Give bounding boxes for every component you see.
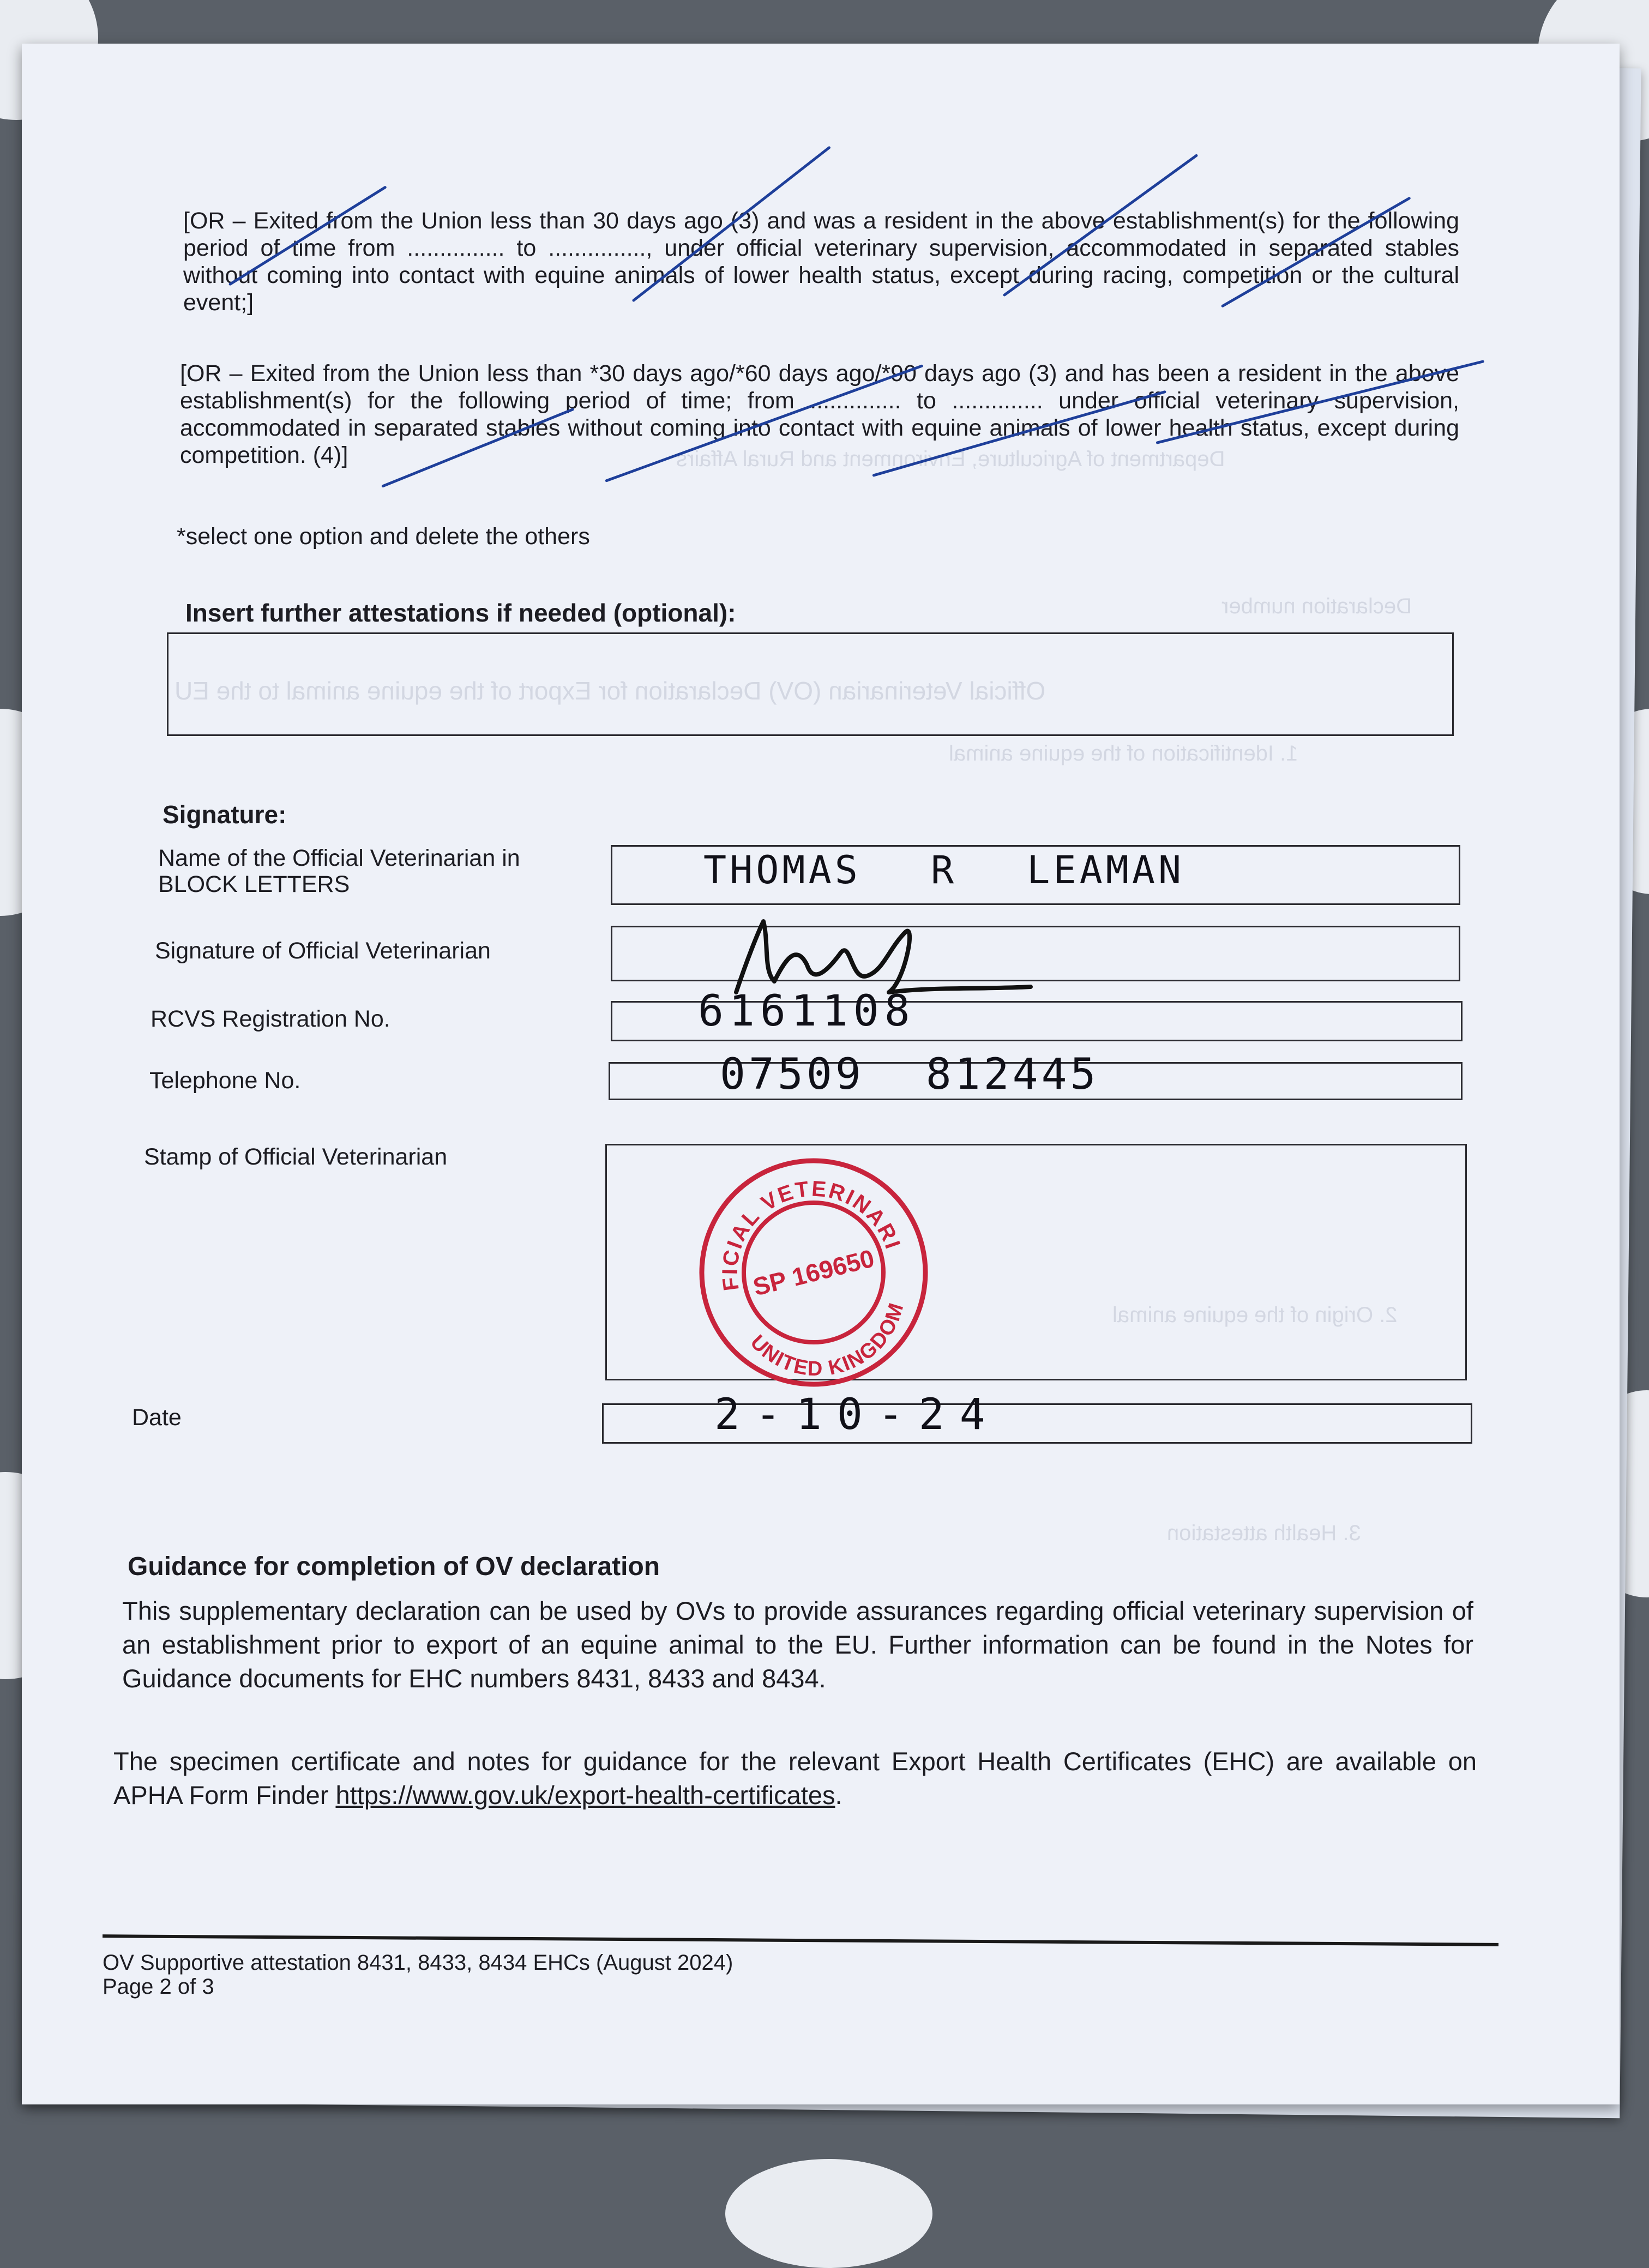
tablecloth-dot xyxy=(725,2159,932,2268)
telephone-label: Telephone No. xyxy=(149,1067,301,1094)
document-page xyxy=(22,44,1620,2104)
guidance-paragraph-2 xyxy=(113,1745,1477,1812)
stamp-bottom-text: UNITED KINGDOM xyxy=(745,1299,908,1381)
official-veterinarian-stamp xyxy=(694,1153,934,1392)
further-attestations-heading: Insert further attestations if needed (optional): xyxy=(185,599,736,627)
show-through-text: Department of Agriculture, Environment and Rural Affairs xyxy=(676,447,1225,471)
stamp-label: Stamp of Official Veterinarian xyxy=(144,1144,448,1170)
official-veterinarian-name-value: THOMAS R LEAMAN xyxy=(703,848,1185,892)
official-veterinarian-name-label: Name of the Official Veterinarian in BLOCK LETTERS xyxy=(158,845,520,897)
export-health-certificates-link[interactable]: https://www.gov.uk/export-health-certificates xyxy=(335,1781,835,1809)
stamp-top-text: OFFICIAL VETERINARIAN xyxy=(718,1177,905,1293)
rcvs-registration-label: RCVS Registration No. xyxy=(151,1006,390,1032)
guidance-heading: Guidance for completion of OV declaration xyxy=(128,1552,660,1581)
signature-heading: Signature: xyxy=(163,800,287,829)
telephone-value: 07509 812445 xyxy=(720,1050,1099,1099)
guidance-paragraph-2-text: The specimen certificate and notes for guidance for the relevant Export Health Certificates (EHC) are available on APHA Form Finder xyxy=(113,1747,1477,1809)
show-through-text: Declaration number xyxy=(1221,594,1412,618)
attestation-option-a: [OR – Exited from the Union less than 30 days ago (3) and was a resident in the above establishment(s) for the following period of time from ............... to ..............., under official veterinary supervision, accommodated in separated stables without coming into contact with equine animals of lower health status, except during racing, competition or the cultural event;] xyxy=(183,208,1459,316)
date-label: Date xyxy=(132,1404,182,1431)
guidance-paragraph-2-end: . xyxy=(835,1781,842,1809)
select-option-note: *select one option and delete the others xyxy=(177,523,590,550)
show-through-text: Official Veterinarian (OV) Declaration for Export of the equine animal to the EU xyxy=(174,677,1046,705)
show-through-text: 1. Identification of the equine animal xyxy=(949,741,1298,765)
further-attestations-box[interactable] xyxy=(167,632,1454,736)
signature-label: Signature of Official Veterinarian xyxy=(155,938,491,964)
rcvs-registration-value: 6161108 xyxy=(698,987,916,1036)
footer-page-number: Page 2 of 3 xyxy=(103,1975,214,1999)
show-through-text: 2. Origin of the equine animal xyxy=(1112,1303,1398,1327)
footer-document-title: OV Supportive attestation 8431, 8433, 8434 EHCs (August 2024) xyxy=(103,1951,733,1975)
show-through-text: 3. Health attestation xyxy=(1167,1521,1361,1545)
date-value: 2-10-24 xyxy=(714,1390,1001,1439)
footer-rule xyxy=(103,1934,1498,1946)
guidance-paragraph-1: This supplementary declaration can be used by OVs to provide assurances regarding official veterinary supervision of an establishment prior to export of an equine animal to the EU. Further information can be found in the Notes for Guidance documents for EHC numbers 8431, 8433 and 8434. xyxy=(122,1596,1473,1693)
attestation-option-b: [OR – Exited from the Union less than *30 days ago/*60 days ago/*90 days ago (3) and has been a resident in the above establishment(s) for the following period of time; from .............. to .............. under official veterinary supervision, accommodated in separated stables without coming into contact with equine animals of lower health status, except during competition. (4)] xyxy=(180,360,1459,468)
stamp-code: SP 169650 xyxy=(750,1244,877,1301)
